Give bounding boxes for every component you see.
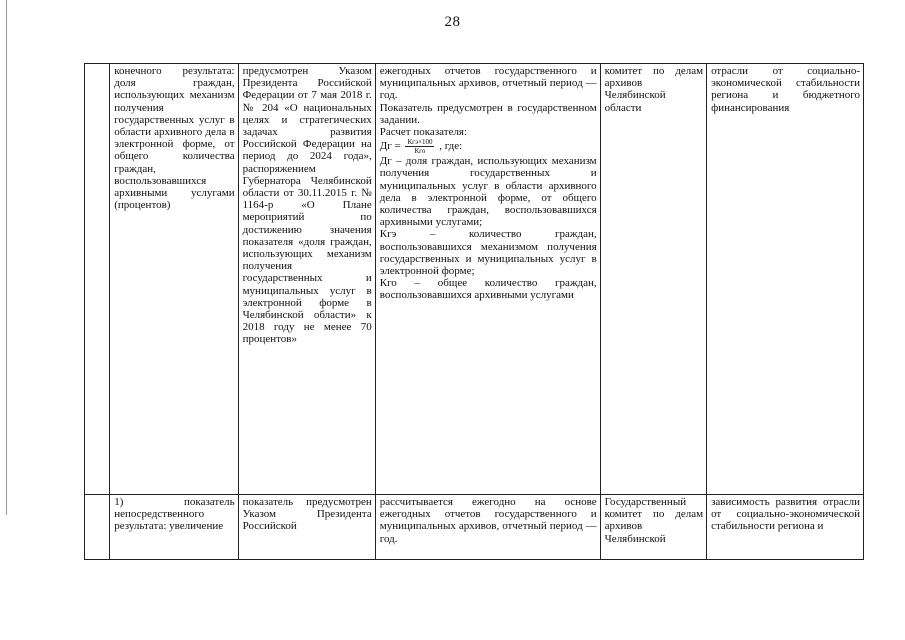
- indicator-name-cell: 1) показатель непосредственного результата: увеличение: [110, 495, 238, 560]
- row-number-cell: [85, 495, 110, 560]
- page-number: 28: [444, 14, 461, 30]
- legal-basis-cell: предусмотрен Указом Президента Российской Федерации от 7 мая 2018 г. № 204 «О национальных целях и стратегических задачах развития Российской Федерации на период до 2024 года», распоряжением Губернатора Челябинской области от 30.11.2015 г. № 1164-р «О Плане мероприятий по достижению значения показателя «доля граждан, использующих механизм получения государственных и муниципальных услуг в электронной форме в Челябинской области» к 2018 году не менее 70 процентов»: [238, 64, 375, 495]
- method-text: Расчет показателя:: [379, 126, 468, 139]
- method-text: Показатель предусмотрен в государственном задании.: [379, 101, 597, 126]
- formula-denominator: Кго: [414, 147, 426, 156]
- table-row: [85, 64, 864, 495]
- row-number-cell: [85, 64, 110, 495]
- responsible-body-cell: комитет по делам архивов Челябинской области: [600, 64, 706, 495]
- method-text: ежегодных отчетов государственного и муниципальных архивов, отчетный период — год.: [379, 65, 597, 102]
- calculation-method-cell: рассчитывается ежегодно на основе ежегодных отчетов государственного и муниципальных архивов, отчетный период — год.: [375, 495, 600, 560]
- table-row: [85, 495, 864, 560]
- method-text: Дг – доля граждан, использующих механизм получения государственных и муниципальных услуг в области архивного дела в электронной форме, от общего количества граждан, воспользовавшихся архивными услугами;: [379, 155, 597, 229]
- method-text: Кго – общее количество граждан, воспользовавшихся архивными услугами: [379, 277, 597, 302]
- legal-basis-cell: показатель предусмотрен Указом Президента Российской: [238, 495, 375, 560]
- risk-factors-cell: отрасли от социально-экономической стабильности региона и бюджетного финансирования: [707, 64, 864, 495]
- method-text: Кгэ – количество граждан, воспользовавшихся механизмом получения государственных и муниципальных услуг в электронной форме;: [379, 228, 597, 278]
- calculation-method-cell: [375, 64, 600, 495]
- formula-lhs: Дг =: [379, 140, 401, 153]
- formula-tail: , где:: [439, 140, 463, 153]
- formula-fraction: [405, 138, 434, 155]
- formula-numerator: Кгэ×100: [407, 138, 433, 147]
- formula: [380, 138, 597, 155]
- indicator-name-cell: конечного результата: доля граждан, использующих механизм получения государственных услуг в области архивного дела в электронной форме, от общего количества граждан, воспользовавшихся архивными услугами (процентов): [110, 64, 238, 495]
- indicator-table: [84, 63, 864, 560]
- page-edge-line: [6, 0, 7, 515]
- risk-factors-cell: зависимость развития отрасли от социально-экономической стабильности региона и: [707, 495, 864, 560]
- responsible-body-cell: Государственный комитет по делам архивов Челябинской: [600, 495, 706, 560]
